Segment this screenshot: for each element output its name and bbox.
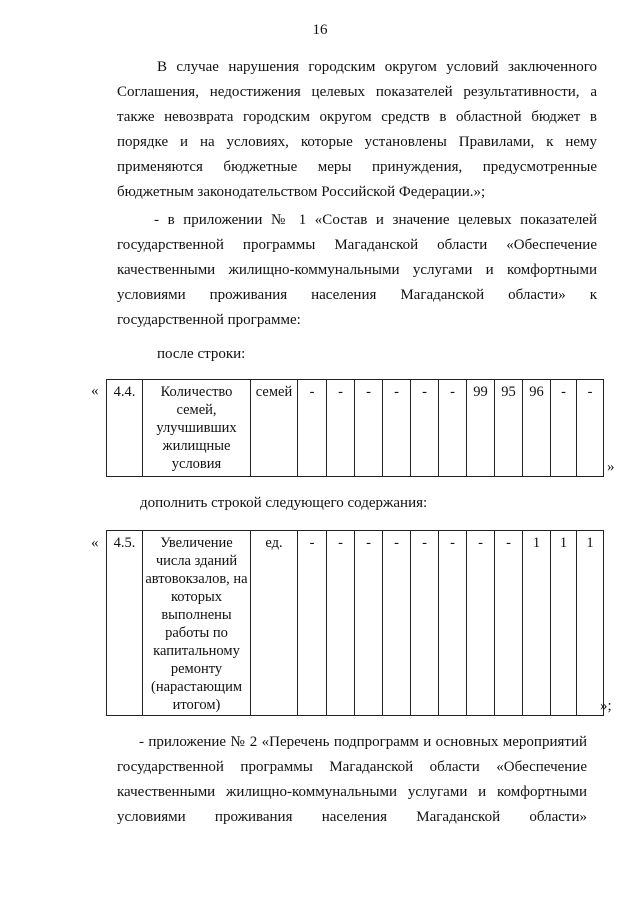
value-cell: - — [327, 380, 355, 477]
text-line: бюджетным законодательством Российской Федерации.»; — [117, 184, 486, 200]
indicator-name: Увеличение числа зданий автовокзалов, на которых выполнены работы по капитальному ремонту (нарастающим итогом) — [143, 531, 251, 716]
text-line: государственной программы Магаданской области «Обеспечение — [117, 759, 587, 775]
after-row-label: после строки: — [157, 346, 246, 362]
value-cell: - — [298, 380, 327, 477]
paragraph-1 — [117, 55, 597, 205]
text-line: применяются бюджетные меры принуждения, предусмотренные — [117, 159, 597, 175]
paragraph-3 — [117, 730, 587, 830]
text-line: В случае нарушения городским округом условий заключенного — [157, 59, 597, 75]
value-cell: - — [411, 531, 439, 716]
value-cell: - — [577, 380, 604, 477]
table2-close-quote: »; — [600, 698, 612, 714]
text-line: порядке и на условиях, которые установлены Правилами, к нему — [117, 134, 597, 150]
text-line: также невозврата городским округом средств в областной бюджет в — [117, 109, 597, 125]
table1-open-quote: « — [91, 383, 99, 399]
value-cell: - — [327, 531, 355, 716]
table1-close-quote: » — [607, 459, 615, 475]
value-cell: - — [298, 531, 327, 716]
unit-cell: семей — [251, 380, 298, 477]
value-cell: - — [355, 531, 383, 716]
value-cell: 95 — [495, 380, 523, 477]
value-cell: - — [439, 531, 467, 716]
value-cell: - — [495, 531, 523, 716]
value-cell: 1 — [551, 531, 577, 716]
value-cell: - — [439, 380, 467, 477]
text-line: - в приложении № 1 «Состав и значение целевых показателей — [154, 212, 597, 228]
paragraph-2 — [117, 208, 597, 333]
row-number: 4.5. — [107, 531, 143, 716]
text-line: качественными жилищно-коммунальными услугами и комфортными — [117, 262, 597, 278]
value-cell: - — [383, 531, 411, 716]
value-cell: - — [411, 380, 439, 477]
indicator-name: Количество семей, улучшивших жилищные условия — [143, 380, 251, 477]
add-row-label: дополнить строкой следующего содержания: — [140, 495, 428, 511]
text-line: качественными жилищно-коммунальными услугами и комфортными — [117, 784, 587, 800]
text-line: государственной программы Магаданской области «Обеспечение — [117, 237, 597, 253]
value-cell: - — [551, 380, 577, 477]
text-line: Соглашения, недостижения целевых показателей результативности, а — [117, 84, 597, 100]
value-cell: 99 — [467, 380, 495, 477]
text-line: условиями проживания населения Магаданской области» — [117, 809, 587, 825]
table2-open-quote: « — [91, 535, 99, 551]
table-row-4-5 — [106, 530, 604, 716]
value-cell: - — [467, 531, 495, 716]
value-cell: - — [355, 380, 383, 477]
text-line: - приложение № 2 «Перечень подпрограмм и основных мероприятий — [139, 734, 587, 750]
unit-cell: ед. — [251, 531, 298, 716]
value-cell: 96 — [523, 380, 551, 477]
table-row-4-4 — [106, 379, 604, 477]
value-cell: 1 — [577, 531, 604, 716]
value-cell: 1 — [523, 531, 551, 716]
text-line: условиями проживания населения Магаданской области» к — [117, 287, 597, 303]
row-number: 4.4. — [107, 380, 143, 477]
text-line: государственной программе: — [117, 312, 301, 328]
value-cell: - — [383, 380, 411, 477]
page-number: 16 — [312, 22, 328, 38]
